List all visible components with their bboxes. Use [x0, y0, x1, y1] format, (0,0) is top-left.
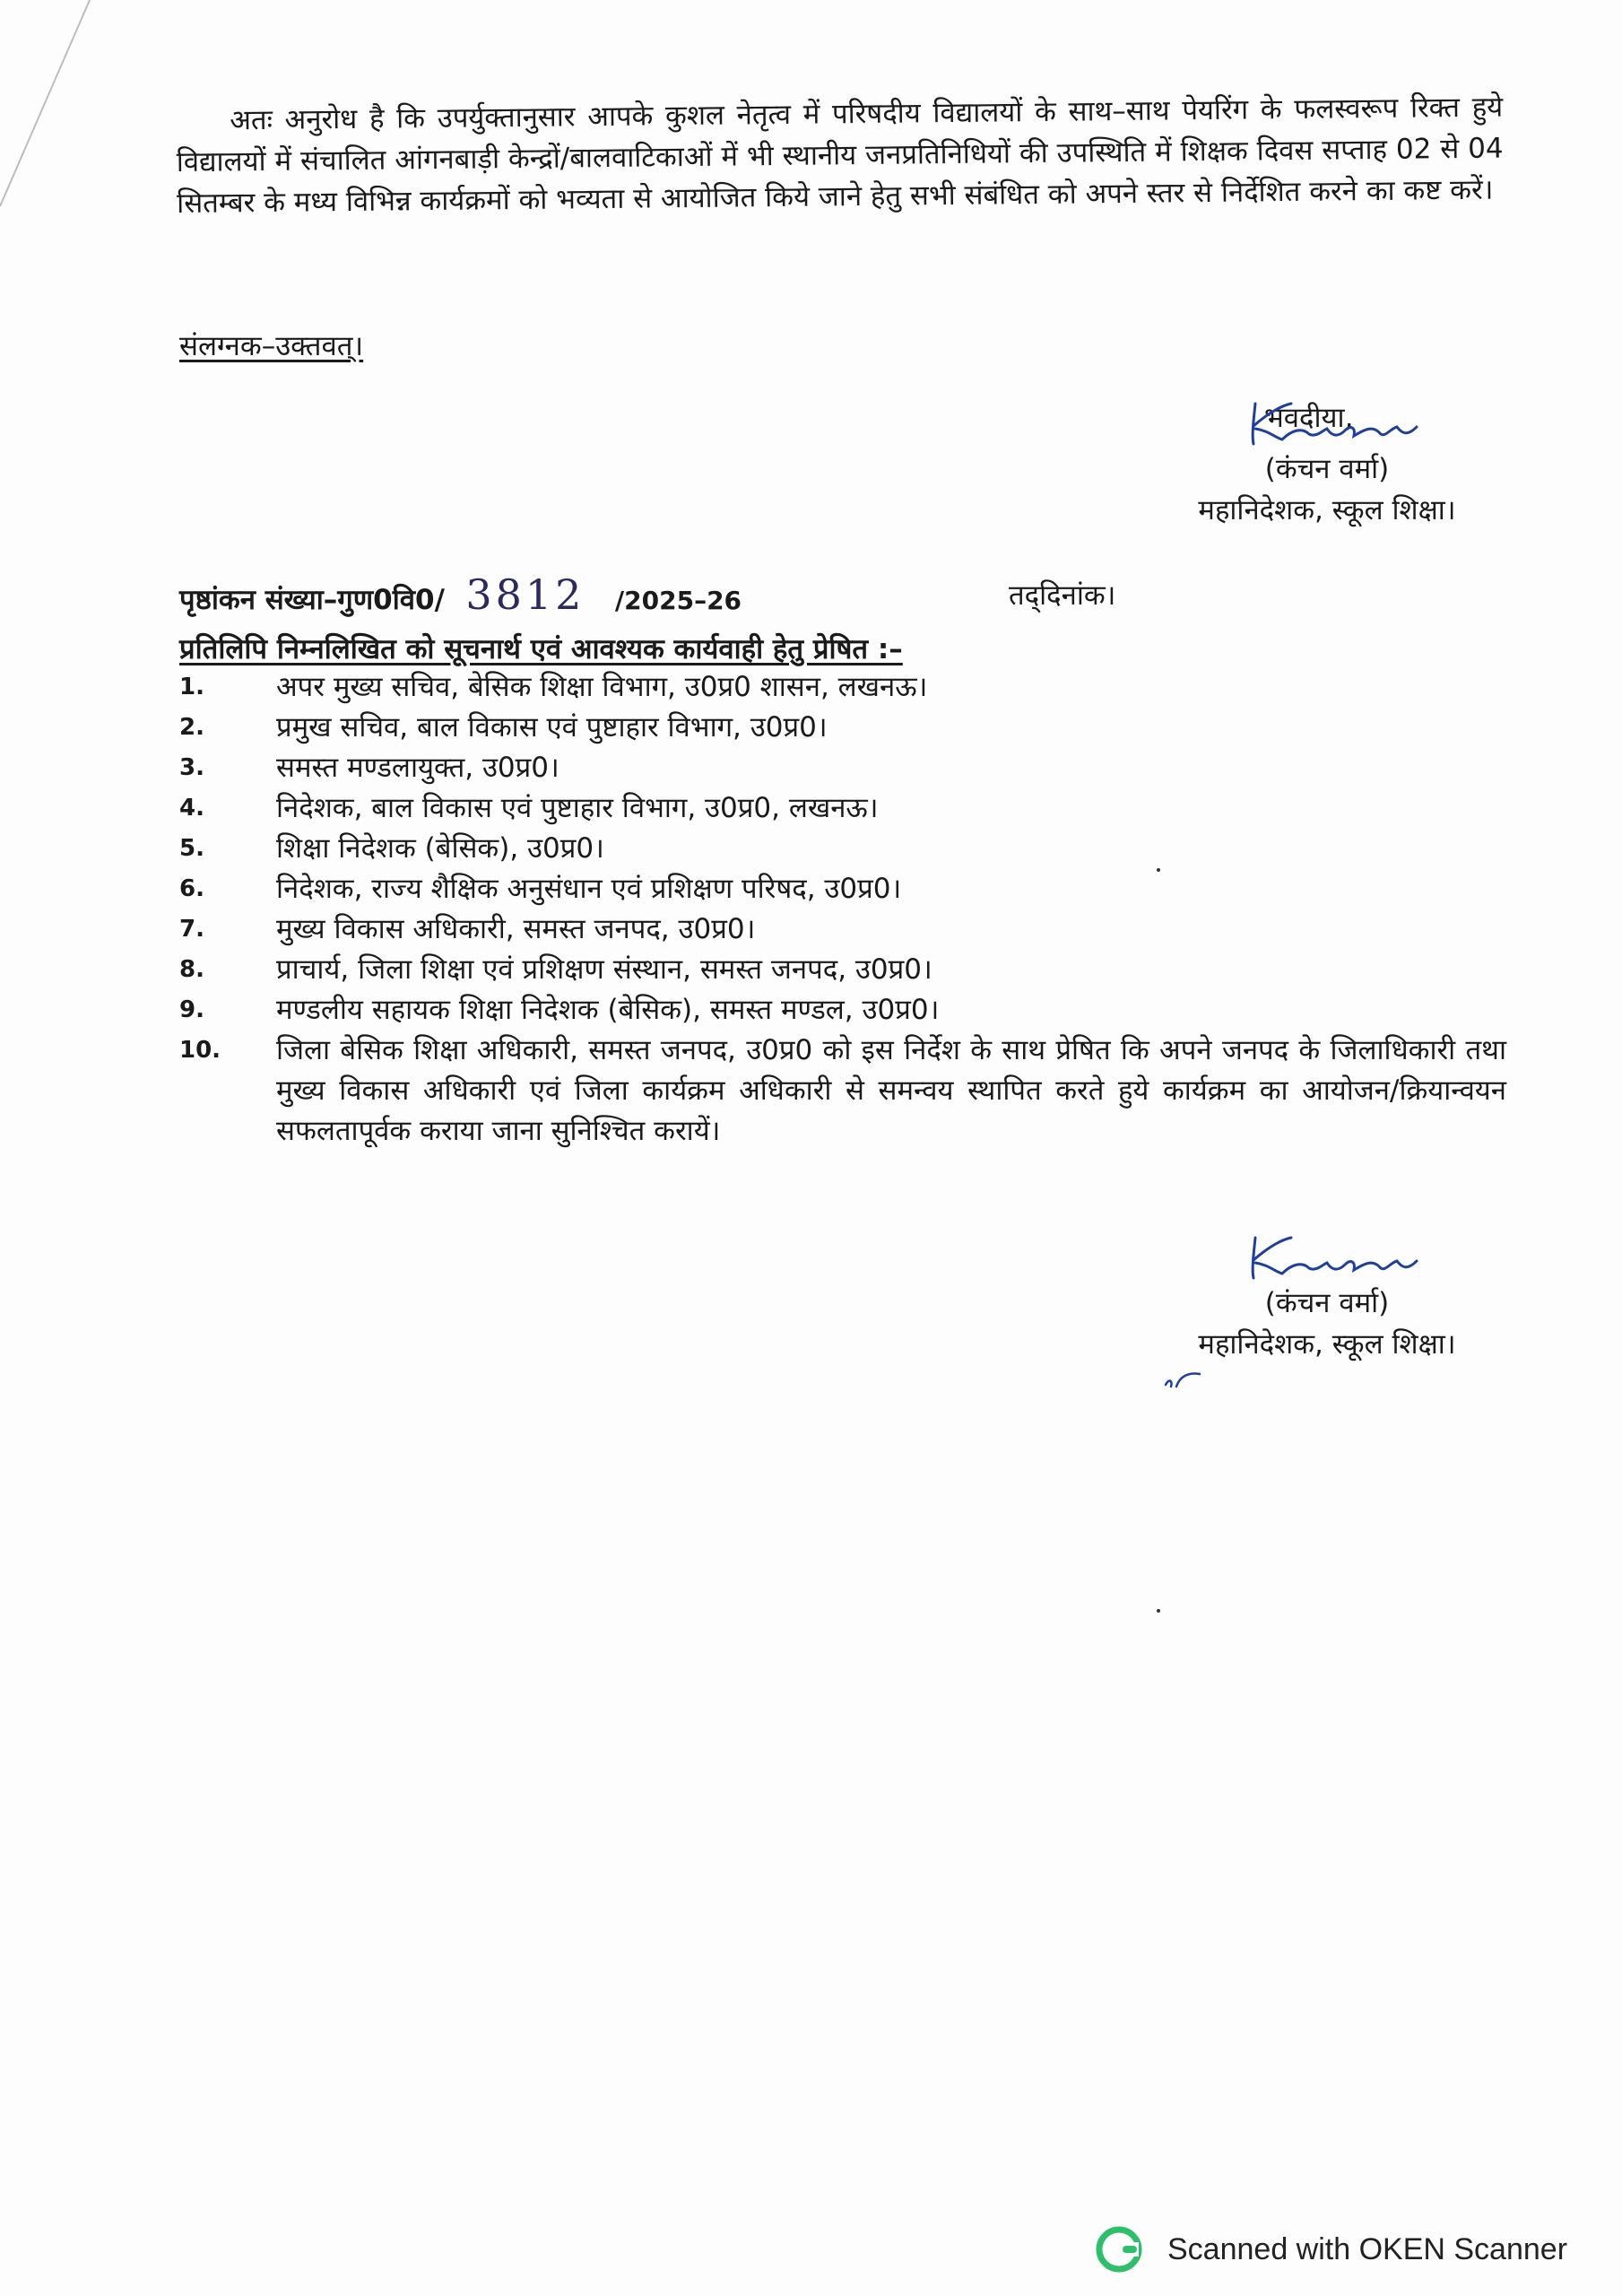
enclosure-note: संलग्नक–उक्तवत्।: [179, 330, 364, 362]
list-item: [179, 909, 1506, 950]
list-item-number: 7.: [179, 916, 204, 943]
list-item: [179, 869, 1506, 909]
signatory-name: (कंचन वर्मा): [1264, 1287, 1390, 1319]
list-item-number: 4.: [179, 795, 204, 822]
list-item-text: जिला बेसिक शिक्षा अधिकारी, समस्त जनपद, उ0प्र0 को इस निर्देश के साथ प्रेषित कि अपने जनपद के जिलाधिकारी तथा मुख्य विकास अधिकारी एवं जिला कार्यक्रम अधिकारी से समन्वय स्थापित करते हुये कार्यक्रम का आयोजन/क्रियान्वयन सफलतापूर्वक कराया जाना सुनिश्चित करायें।: [276, 1034, 1506, 1147]
scanner-watermark: [1096, 2224, 1567, 2274]
reference-year: /2025–26: [614, 586, 742, 615]
list-item-text: मण्डलीय सहायक शिक्षा निदेशक (बेसिक), समस्त मण्डल, उ0प्र0।: [276, 994, 940, 1026]
list-item-number: 9.: [179, 996, 204, 1023]
scanner-watermark-text: Scanned with OKEN Scanner: [1167, 2231, 1568, 2266]
list-item-text: प्राचार्य, जिला शिक्षा एवं प्रशिक्षण संस्थान, समस्त जनपद, उ0प्र0।: [276, 953, 932, 986]
list-item: [179, 1031, 1506, 1152]
copy-heading: प्रतिलिपि निम्नलिखित को सूचनार्थ एवं आवश्यक कार्यवाही हेतु प्रेषित :–: [179, 633, 903, 665]
list-item-number: 5.: [179, 835, 204, 862]
list-item: [179, 950, 1506, 990]
signatory-name: (कंचन वर्मा): [1264, 453, 1390, 485]
list-item-text: समस्त मण्डलायुक्त, उ0प्र0।: [276, 752, 559, 784]
list-item-number: 10.: [179, 1037, 221, 1064]
list-item-text: मुख्य विकास अधिकारी, समस्त जनपद, उ0प्र0।: [276, 913, 756, 945]
reference-number: 3812: [465, 570, 585, 619]
signature-block-top: [1139, 395, 1515, 531]
list-item-text: निदेशक, राज्य शैक्षिक अनुसंधान एवं प्रशिक्षण परिषद, उ0प्र0।: [276, 873, 902, 905]
list-item: [179, 788, 1506, 829]
scan-edge-line: [0, 0, 108, 215]
initials-mark: [1158, 1360, 1212, 1396]
list-item: [179, 829, 1506, 869]
reference-dated: तद्‌दिनांक।: [1009, 579, 1116, 612]
salutation: भवदीया,: [1264, 402, 1354, 434]
list-item-text: प्रमुख सचिव, बाल विकास एवं पुष्टाहार विभाग, उ0प्र0।: [276, 711, 828, 744]
list-item: [179, 748, 1506, 788]
list-item-text: निदेशक, बाल विकास एवं पुष्टाहार विभाग, उ0प्र0, लखनऊ।: [276, 792, 879, 824]
list-item: [179, 990, 1506, 1031]
scan-speck: [1157, 868, 1160, 872]
list-item: [179, 708, 1506, 748]
signatory-designation: महानिदेशक, स्कूल शिक्षा।: [1198, 494, 1456, 526]
signature-image: [1219, 395, 1435, 448]
signature-block-bottom: [1139, 1229, 1515, 1365]
scan-speck: [1157, 1609, 1160, 1613]
reference-prefix: पृष्ठांकन संख्या–गुण0वि0/: [179, 584, 445, 616]
list-item: [179, 667, 1506, 708]
signature-image: [1219, 1229, 1435, 1283]
list-item-text: शिक्षा निदेशक (बेसिक), उ0प्र0।: [276, 832, 604, 865]
body-paragraph: अतः अनुरोध है कि उपर्युक्तानुसार आपके कुशल नेतृत्व में परिषदीय विद्यालयों के साथ–साथ पेयरिंग के फलस्वरूप रिक्त हुये विद्यालयों में संचालित आंगनबाड़ी केन्द्रों/बालवाटिकाओं में भी स्थानीय जनप्रतिनिधियों की उपस्थिति में शिक्षक दिवस सप्ताह 02 से 04 सितम्बर के मध्य विभिन्न कार्यक्रमों को भव्यता से आयोजित किये जाने हेतु सभी संबंधित को अपने स्तर से निर्देशित करने का कष्ट करें।: [176, 91, 1504, 220]
list-item-number: 6.: [179, 875, 204, 902]
list-item-number: 2.: [179, 714, 204, 741]
oken-scanner-logo-icon: [1096, 2226, 1142, 2273]
list-item-number: 1.: [179, 674, 204, 700]
copy-list: [179, 667, 1506, 1152]
reference-line: [179, 570, 1524, 619]
list-item-text: अपर मुख्य सचिव, बेसिक शिक्षा विभाग, उ0प्र0 शासन, लखनऊ।: [276, 671, 928, 703]
list-item-number: 3.: [179, 754, 204, 781]
signatory-designation: महानिदेशक, स्कूल शिक्षा।: [1198, 1328, 1456, 1361]
list-item-number: 8.: [179, 956, 204, 983]
